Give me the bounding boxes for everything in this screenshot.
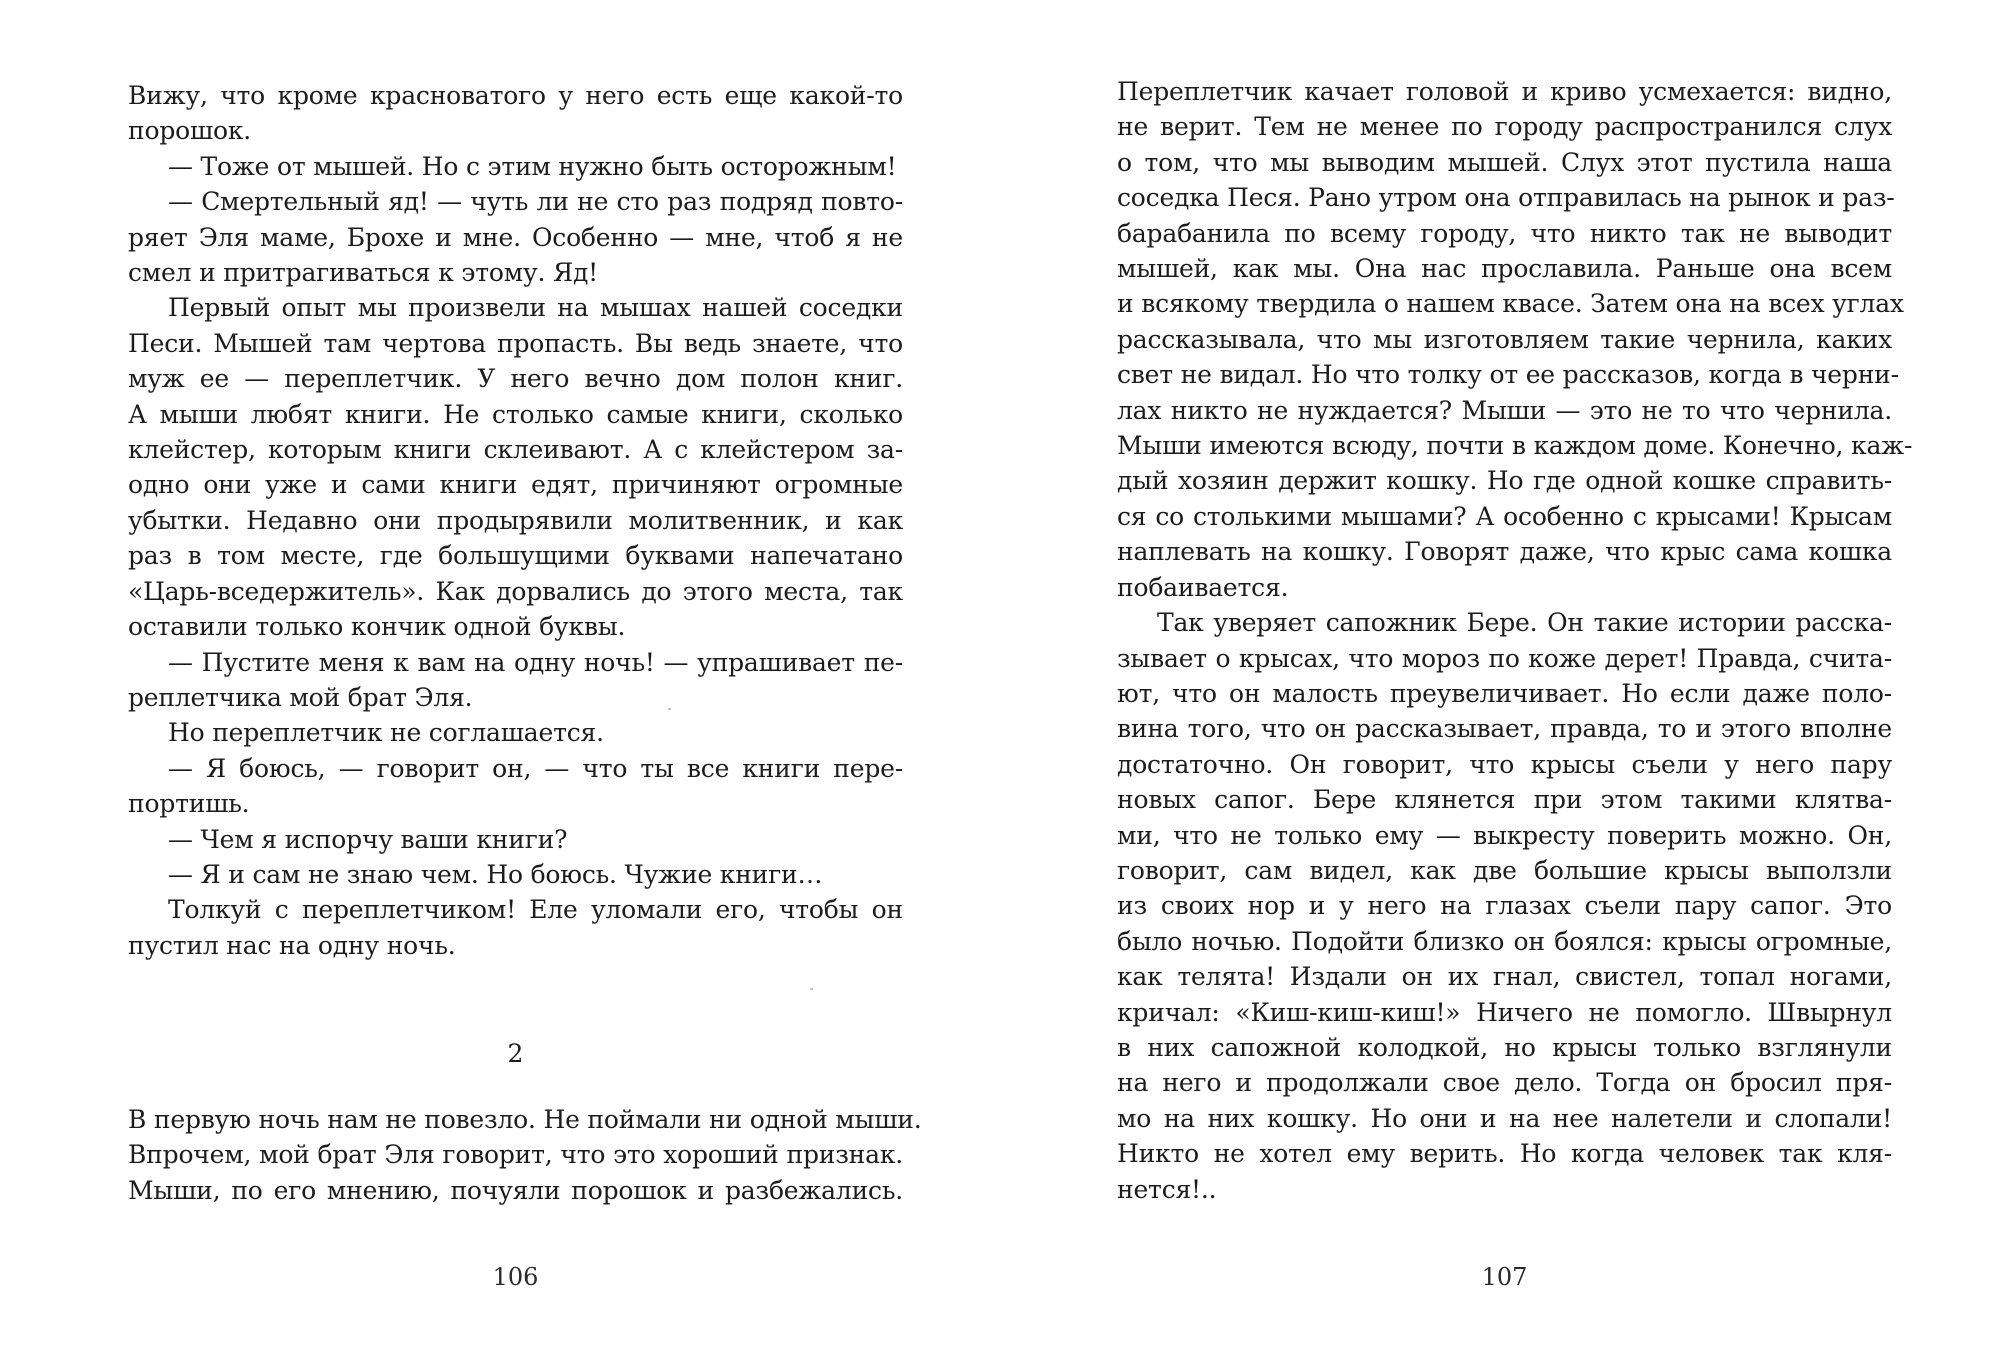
- text-line: Так уверяет сапожник Бере. Он такие истории расска-: [1157, 608, 1892, 638]
- text-line: — Смертельный яд! — чуть ли не сто раз подряд повто-: [168, 187, 903, 217]
- text-line: клейстер, которым книги склеивают. А с клейстером за-: [128, 435, 903, 465]
- text-line: Толкуй с переплетчиком! Еле уломали его, чтобы он: [168, 895, 903, 925]
- text-line: ся со столькими мышами? А особенно с крысами! Крысам: [1117, 501, 1892, 531]
- text-line: рассказывала, что мы изготовляем такие чернила, каких: [1117, 324, 1892, 354]
- left-page-text-bottom: [128, 1102, 922, 1208]
- right-page: [1000, 0, 2000, 1347]
- text-line: мышей, как мы. Она нас прославила. Раньше она всем: [1117, 254, 1892, 284]
- text-line: раз в том месте, где большущими буквами напечатано: [128, 541, 903, 571]
- text-line: Но переплетчик не соглашается.: [168, 718, 604, 748]
- text-line: достаточно. Он говорит, что крысы съели у него пару: [1117, 749, 1892, 779]
- text-line: нется!..: [1117, 1174, 1217, 1204]
- page-number: 107: [1481, 1263, 1528, 1291]
- text-line: из своих нор и у него на глазах съели пару сапог. Это: [1117, 891, 1892, 921]
- text-line: лах никто не нуждается? Мыши — это не то что чернила.: [1117, 395, 1892, 425]
- text-line: Первый опыт мы произвели на мышах нашей соседки: [168, 293, 903, 323]
- text-line: Мыши, по его мнению, почуяли порошок и разбежались.: [128, 1175, 903, 1205]
- text-line: о том, что мы выводим мышей. Слух этот пустила наша: [1117, 147, 1892, 177]
- right-page-text: [1117, 74, 1913, 1207]
- text-line: ют, что он малость преувеличивает. Но если даже поло-: [1117, 678, 1892, 708]
- text-line: Переплетчик качает головой и криво усмехается: видно,: [1117, 77, 1892, 106]
- text-line: дый хозяин держит кошку. Но где одной кошке справить-: [1117, 466, 1892, 496]
- text-line: — Чем я испорчу ваши книги?: [168, 824, 568, 854]
- text-line: пустил нас на одну ночь.: [128, 930, 456, 960]
- text-line: зывает о крысах, что мороз по коже дерет! Правда, счита-: [1117, 643, 1892, 673]
- page-number: 106: [492, 1263, 539, 1291]
- text-line: говорит, сам видел, как две большие крысы выползли: [1117, 855, 1892, 885]
- print-speck: [668, 708, 671, 710]
- text-line: свет не видал. Но что толку от ее рассказов, когда в черни-: [1117, 360, 1899, 390]
- text-line: А мыши любят книги. Не столько самые книги, сколько: [128, 399, 903, 429]
- section-number: 2: [507, 1039, 524, 1068]
- text-line: на него и продолжали свое дело. Тогда он бросил пря-: [1117, 1068, 1892, 1098]
- text-line: смел и притрагиваться к этому. Яд!: [128, 258, 598, 288]
- text-line: оставили только кончик одной буквы.: [128, 612, 626, 642]
- text-line: новых сапог. Бере клянется при этом такими клятва-: [1117, 785, 1892, 815]
- text-line: — Я и сам не знаю чем. Но боюсь. Чужие книги…: [168, 859, 823, 889]
- left-page-text-top: [128, 78, 903, 963]
- text-line: не верит. Тем не менее по городу распространился слух: [1117, 112, 1892, 142]
- text-line: побаивается.: [1117, 572, 1289, 602]
- text-line: Впрочем, мой брат Эля говорит, что это хороший признак.: [128, 1140, 903, 1170]
- text-line: Мыши имеются всюду, почти в каждом доме. Конечно, каж-: [1117, 431, 1913, 461]
- text-line: наплевать на кошку. Говорят даже, что крыс сама кошка: [1117, 537, 1892, 567]
- text-line: убытки. Недавно они продырявили молитвенник, и как: [128, 505, 903, 535]
- text-line: как телята! Издали он их гнал, свистел, топал ногами,: [1117, 962, 1892, 992]
- text-line: Песи. Мышей там чертова пропасть. Вы ведь знаете, что: [128, 328, 903, 358]
- text-line: одно они уже и сами книги едят, причиняют огромные: [128, 470, 903, 500]
- text-line: было ночью. Подойти близко он боялся: крысы огромные,: [1117, 926, 1892, 956]
- text-line: — Тоже от мышей. Но с этим нужно быть осторожным!: [168, 151, 897, 181]
- text-line: Вижу, что кроме красноватого у него есть еще какой-то: [128, 81, 903, 110]
- text-line: в них сапожной колодкой, но крысы только взглянули: [1117, 1032, 1892, 1062]
- text-line: мо на них кошку. Но они и на нее налетели и слопали!: [1117, 1103, 1892, 1133]
- text-line: муж ее — переплетчик. У него вечно дом полон книг.: [128, 364, 903, 394]
- text-line: В первую ночь нам не повезло. Не поймали ни одной мыши.: [128, 1105, 922, 1134]
- text-line: барабанила по всему городу, что никто так не выводит: [1117, 218, 1892, 248]
- text-line: порошок.: [128, 116, 252, 146]
- text-line: «Царь-вседержитель». Как дорвались до этого места, так: [128, 576, 903, 606]
- text-line: — Пустите меня к вам на одну ночь! — упрашивает пе-: [168, 647, 903, 677]
- text-line: вина того, что он рассказывает, правда, то и этого вполне: [1117, 714, 1892, 744]
- text-line: и всякому твердила о нашем квасе. Затем она на всех углах: [1117, 289, 1904, 319]
- text-line: ми, что не только ему — выкресту поверить можно. Он,: [1117, 820, 1892, 850]
- text-line: соседка Песя. Рано утром она отправилась на рынок и раз-: [1117, 183, 1895, 213]
- text-line: реплетчика мой брат Эля.: [128, 682, 473, 712]
- text-line: портишь.: [128, 789, 250, 819]
- text-line: Никто не хотел ему верить. Но когда человек так кля-: [1117, 1139, 1892, 1169]
- text-line: кричал: «Киш-киш-киш!» Ничего не помогло. Швырнул: [1117, 997, 1892, 1027]
- text-line: ряет Эля маме, Брохе и мне. Особенно — мне, чтоб я не: [128, 222, 903, 252]
- print-speck: [810, 988, 813, 990]
- text-line: — Я боюсь, — говорит он, — что ты все книги пере-: [168, 753, 903, 783]
